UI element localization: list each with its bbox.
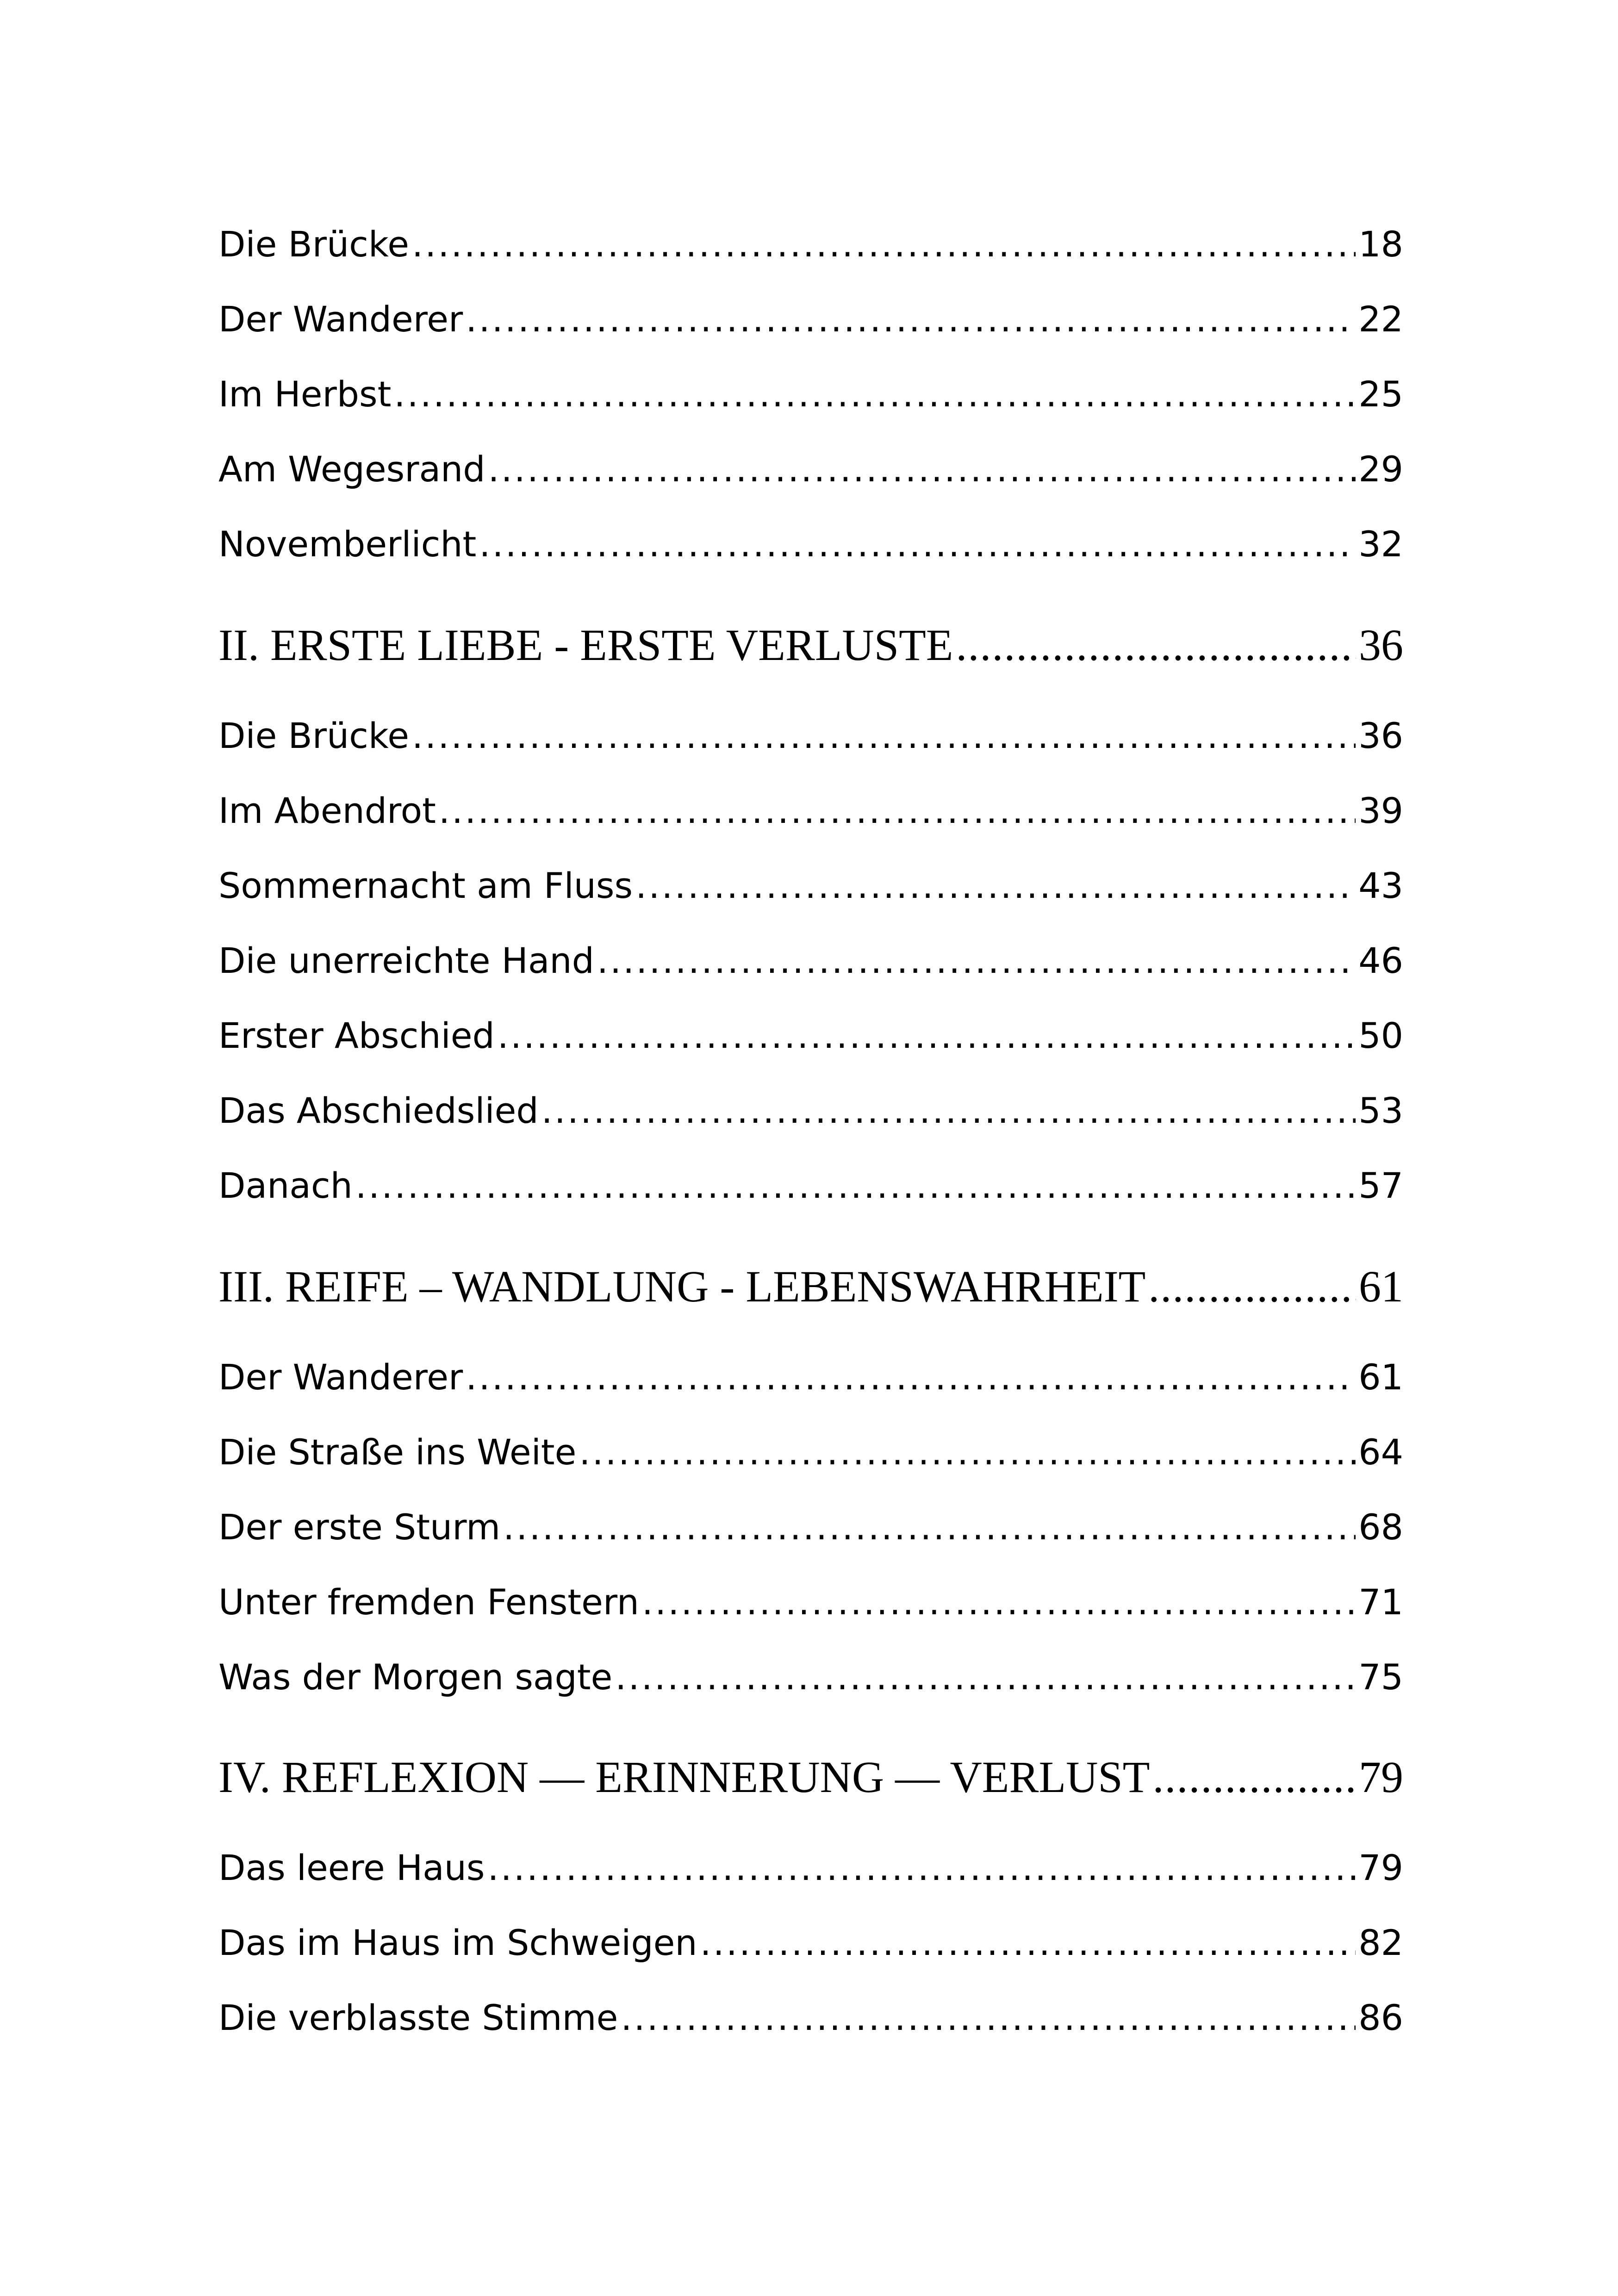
page-number: 79: [1358, 1847, 1403, 1888]
dot-leader: [621, 1995, 1356, 2041]
toc-entry[interactable]: [218, 1654, 1403, 1700]
dot-leader: [635, 863, 1356, 909]
dot-leader: [355, 1163, 1356, 1209]
page-number: 43: [1358, 865, 1403, 906]
entry-title: Die unerreichte Hand: [218, 940, 594, 981]
page-number: 64: [1358, 1431, 1403, 1473]
page-number: 50: [1358, 1015, 1403, 1056]
entry-title: Unter fremden Fenstern: [218, 1581, 639, 1623]
toc-entry[interactable]: [218, 1579, 1403, 1625]
page-number: 79: [1359, 1752, 1403, 1802]
entry-title: Sommernacht am Fluss: [218, 865, 633, 906]
dot-leader: [956, 617, 1356, 673]
dot-leader: [439, 788, 1356, 834]
dot-leader: [412, 221, 1356, 268]
entry-title: Danach: [218, 1165, 353, 1206]
page-number: 29: [1358, 448, 1403, 490]
entry-title: Das leere Haus: [218, 1847, 485, 1888]
dot-leader: [503, 1504, 1356, 1550]
toc-entry[interactable]: [218, 1088, 1403, 1134]
page-number: 53: [1358, 1090, 1403, 1131]
section-title: III. REIFE – WANDLUNG - LEBENSWAHRHEIT: [218, 1262, 1146, 1311]
page-number: 46: [1358, 940, 1403, 981]
dot-leader: [498, 1013, 1356, 1059]
entry-title: Das im Haus im Schweigen: [218, 1922, 697, 1963]
dot-leader: [541, 1088, 1356, 1134]
entry-title: Novemberlicht: [218, 523, 477, 565]
entry-title: Die Brücke: [218, 715, 409, 756]
toc-entry[interactable]: [218, 521, 1403, 567]
toc-entry[interactable]: [218, 1995, 1403, 2041]
toc-entry[interactable]: [218, 863, 1403, 909]
toc-entry[interactable]: [218, 296, 1403, 342]
page-number: 39: [1358, 790, 1403, 831]
page-number: 25: [1358, 373, 1403, 415]
page-number: 18: [1358, 224, 1403, 265]
toc-entry[interactable]: [218, 1504, 1403, 1550]
dot-leader: [466, 1354, 1356, 1400]
toc-entry[interactable]: [218, 1354, 1403, 1400]
toc-entry[interactable]: [218, 221, 1403, 268]
entry-title: Der erste Sturm: [218, 1506, 501, 1548]
toc-section-heading[interactable]: [218, 1259, 1403, 1314]
entry-title: Am Wegesrand: [218, 448, 485, 490]
page-number: 22: [1358, 299, 1403, 340]
dot-leader: [487, 1845, 1356, 1891]
toc-entry[interactable]: [218, 1845, 1403, 1891]
toc-entry[interactable]: [218, 938, 1403, 984]
page-number: 36: [1358, 715, 1403, 756]
page-number: 61: [1359, 1262, 1403, 1311]
entry-title: Im Abendrot: [218, 790, 436, 831]
dot-leader: [579, 1429, 1356, 1475]
entry-title: Das Abschiedslied: [218, 1090, 539, 1131]
toc-section-heading[interactable]: [218, 1749, 1403, 1805]
dot-leader: [700, 1920, 1356, 1966]
entry-title: Der Wanderer: [218, 299, 463, 340]
page-number: 82: [1358, 1922, 1403, 1963]
dot-leader: [412, 713, 1356, 759]
section-title: IV. REFLEXION — ERINNERUNG — VERLUST: [218, 1752, 1150, 1802]
page-number: 36: [1359, 620, 1403, 670]
entry-title: Im Herbst: [218, 373, 392, 415]
toc-entry[interactable]: [218, 1163, 1403, 1209]
dot-leader: [615, 1654, 1356, 1700]
toc-entry[interactable]: [218, 1920, 1403, 1966]
toc-entry[interactable]: [218, 713, 1403, 759]
entry-title: Die Straße ins Weite: [218, 1431, 577, 1473]
dot-leader: [1152, 1749, 1356, 1805]
toc-section-heading[interactable]: [218, 617, 1403, 673]
page-number: 61: [1358, 1356, 1403, 1398]
entry-title: Die Brücke: [218, 224, 409, 265]
page-number: 68: [1358, 1506, 1403, 1548]
page-number: 57: [1358, 1165, 1403, 1206]
toc-entry[interactable]: [218, 788, 1403, 834]
entry-title: Der Wanderer: [218, 1356, 463, 1398]
entry-title: Die verblasste Stimme: [218, 1997, 618, 2038]
toc-entry[interactable]: [218, 446, 1403, 492]
page-number: 86: [1358, 1997, 1403, 2038]
dot-leader: [394, 371, 1356, 417]
toc-entry[interactable]: [218, 1013, 1403, 1059]
dot-leader: [479, 521, 1356, 567]
section-title: II. ERSTE LIEBE - ERSTE VERLUSTE: [218, 620, 953, 670]
entry-title: Erster Abschied: [218, 1015, 495, 1056]
dot-leader: [1148, 1259, 1356, 1314]
dot-leader: [488, 446, 1356, 492]
dot-leader: [642, 1579, 1356, 1625]
page-number: 71: [1358, 1581, 1403, 1623]
dot-leader: [597, 938, 1356, 984]
page-number: 32: [1358, 523, 1403, 565]
entry-title: Was der Morgen sagte: [218, 1656, 613, 1698]
page-number: 75: [1358, 1656, 1403, 1698]
toc-entry[interactable]: [218, 371, 1403, 417]
toc-entry[interactable]: [218, 1429, 1403, 1475]
dot-leader: [466, 296, 1356, 342]
